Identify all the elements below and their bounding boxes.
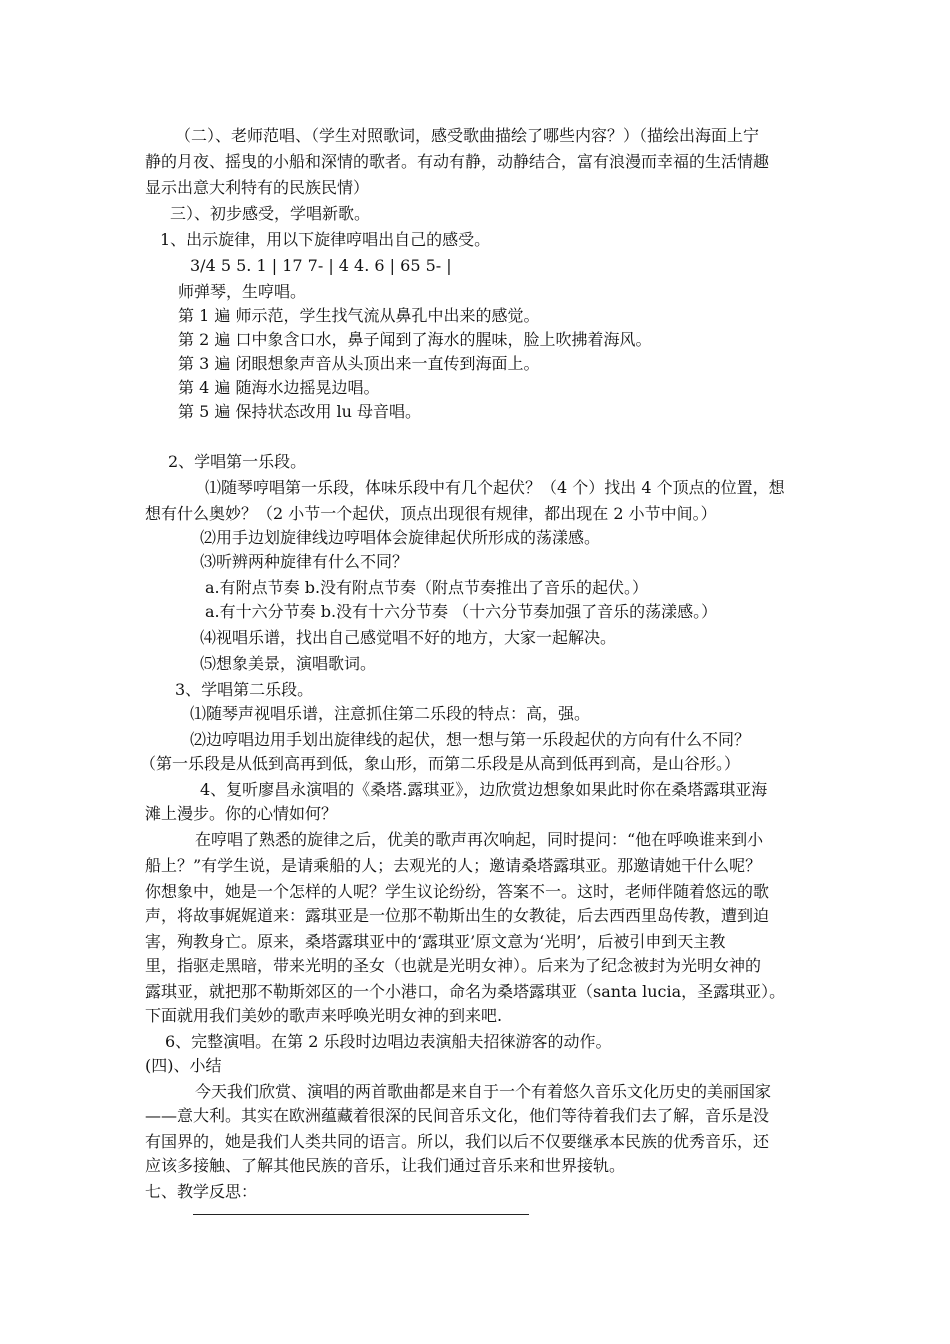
text-line: 3、学唱第二乐段。 [175,680,314,699]
section-heading: (四)、小结 [145,1056,222,1075]
text-line: （第一乐段是从低到高再到低，象山形，而第二乐段是从高到低再到高，是山谷形。） [140,754,741,773]
text-line: 第 1 遍 师示范，学生找气流从鼻孔中出来的感觉。 [178,306,540,325]
text-line: 害，殉教身亡。原来，桑塔露琪亚中的‘露琪亚’原文意为‘光明’，后被引申到天主教 [145,932,726,951]
text-line: 4、复听廖昌永演唱的《桑塔.露琪亚》，边欣赏边想象如果此时你在桑塔露琪亚海 [200,780,768,799]
text-line: 应该多接触、了解其他民族的音乐，让我们通过音乐来和世界接轨。 [145,1156,626,1175]
reflection-underline [193,1214,529,1215]
text-line: 滩上漫步。你的心情如何？ [145,804,338,823]
text-line: 第 4 遍 随海水边摇晃边唱。 [178,378,380,397]
text-line: ⑴随琴声视唱乐谱，注意抓住第二乐段的特点：高，强。 [190,704,591,723]
section-heading: 七、教学反思： [145,1182,258,1201]
text-line: 第 3 遍 闭眼想象声音从头顶出来一直传到海面上。 [178,354,540,373]
text-line: 2、学唱第一乐段。 [168,452,307,471]
text-line: 师弹琴，生哼唱。 [178,282,307,301]
text-line: 三）、初步感受，学唱新歌。 [170,204,371,223]
text-line: 第 2 遍 口中象含口水，鼻子闻到了海水的腥味，脸上吹拂着海风。 [178,330,652,349]
melody-notation: 3/4 5 5. 1 | 17 7- | 4 4. 6 | 65 5- | [190,256,452,275]
text-line: ⑵用手边划旋律线边哼唱体会旋律起伏所形成的荡漾感。 [200,528,601,547]
text-line: ⑷视唱乐谱，找出自己感觉唱不好的地方，大家一起解决。 [200,628,617,647]
text-line: （二）、老师范唱、（学生对照歌词，感受歌曲描绘了哪些内容？）（描绘出海面上宁 [175,126,760,145]
text-line: 在哼唱了熟悉的旋律之后，优美的歌声再次响起，同时提问：“他在呼唤谁来到小 [195,830,764,849]
text-line: ⑵边哼唱边用手划出旋律线的起伏，想一想与第一乐段起伏的方向有什么不同？ [190,730,751,749]
text-line: 静的月夜、摇曳的小船和深情的歌者。有动有静，动静结合，富有浪漫而幸福的生活情趣 [145,152,770,171]
text-line: 船上？”有学生说，是请乘船的人；去观光的人；邀请桑塔露琪亚。那邀请她干什么呢？ [145,856,762,875]
text-line: ——意大利。其实在欧洲蕴藏着很深的民间音乐文化，他们等待着我们去了解，音乐是没 [145,1106,770,1125]
text-line: 声，将故事娓娓道来：露琪亚是一位那不勒斯出生的女教徒，后去西西里岛传教，遭到迫 [145,906,770,925]
text-line: 6、完整演唱。在第 2 乐段时边唱边表演船夫招徕游客的动作。 [165,1032,612,1051]
text-line: ⑸想象美景，演唱歌词。 [200,654,377,673]
text-line: ⑶听辨两种旋律有什么不同？ [200,552,409,571]
text-line: 你想象中，她是一个怎样的人呢？学生议论纷纷，答案不一。这时，老师伴随着悠远的歌 [145,882,770,901]
text-line: a.有十六分节奏 b.没有十六分节奏 （十六分节奏加强了音乐的荡漾感。） [205,602,718,621]
text-line: 里，指驱走黑暗，带来光明的圣女（也就是光明女神）。后来为了纪念被封为光明女神的 [145,956,762,975]
text-line: 下面就用我们美妙的歌声来呼唤光明女神的到来吧. [145,1006,503,1025]
text-line: 显示出意大利特有的民族民情） [145,178,370,197]
text-line: 第 5 遍 保持状态改用 lu 母音唱。 [178,402,422,421]
text-line: 露琪亚，就把那不勒斯郊区的一个小港口，命名为桑塔露琪亚（santa lucia，圣露琪亚）。 [145,982,786,1001]
text-line: 1、出示旋律，用以下旋律哼唱出自己的感受。 [160,230,491,249]
text-line: a.有附点节奏 b.没有附点节奏（附点节奏推出了音乐的起伏。） [205,578,649,597]
text-line: 想有什么奥妙？（2 小节一个起伏，顶点出现很有规律，都出现在 2 小节中间。） [145,504,717,523]
text-line: 有国界的，她是我们人类共同的语言。所以，我们以后不仅要继承本民族的优秀音乐，还 [145,1132,770,1151]
text-line: ⑴随琴哼唱第一乐段，体味乐段中有几个起伏？（4 个）找出 4 个顶点的位置，想 [205,478,785,497]
text-line: 今天我们欣赏、演唱的两首歌曲都是来自于一个有着悠久音乐文化历史的美丽国家 [195,1082,772,1101]
